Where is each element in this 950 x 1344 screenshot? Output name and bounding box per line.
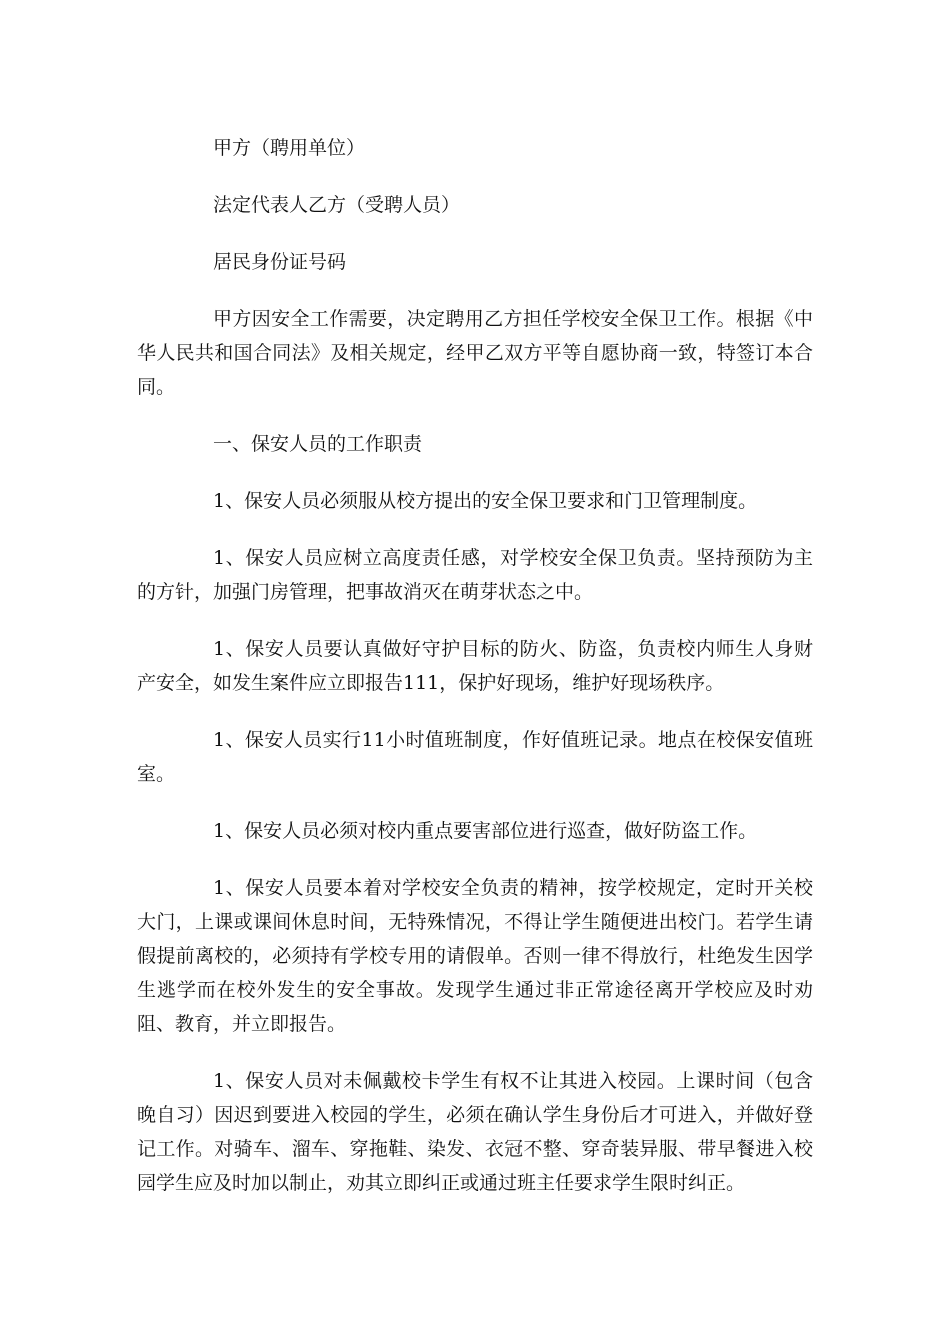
duty-item: 1、保安人员要认真做好守护目标的防火、防盗，负责校内师生人身财产安全，如发生案件应立即报告111，保护好现场，维护好现场秩序。 (137, 638, 813, 694)
duty-item: 1、保安人员实行11小时值班制度，作好值班记录。地点在校保安值班室。 (137, 729, 813, 785)
duty-item: 1、保安人员应树立高度责任感，对学校安全保卫负责。坚持预防为主的方针，加强门房管理，把事故消灭在萌芽状态之中。 (137, 547, 813, 603)
duty-item: 1、保安人员对未佩戴校卡学生有权不让其进入校园。上课时间（包含晚自习）因迟到要进入校园的学生，必须在确认学生身份后才可进入，并做好登记工作。对骑车、溜车、穿拖鞋、染发、衣冠不整、穿奇装异服、带早餐进入校园学生应及时加以制止，劝其立即纠正或通过班主任要求学生限时纠正。 (137, 1070, 813, 1194)
id-number-line: 居民身份证号码 (213, 251, 347, 273)
legal-rep-party-b-line: 法定代表人乙方（受聘人员） (213, 194, 461, 216)
duty-item: 1、保安人员必须对校内重点要害部位进行巡查，做好防盗工作。 (213, 820, 758, 842)
section-heading: 一、保安人员的工作职责 (213, 433, 423, 455)
document-body (137, 131, 813, 1223)
duty-item: 1、保安人员要本着对学校安全负责的精神，按学校规定，定时开关校大门，上课或课间休息时间，无特殊情况，不得让学生随便进出校门。若学生请假提前离校的，必须持有学校专用的请假单。否则一律不得放行，杜绝发生因学生逃学而在校外发生的安全事故。发现学生通过非正常途径离开学校应及时劝阻、教育，并立即报告。 (137, 877, 813, 1035)
party-a-line: 甲方（聘用单位） (213, 137, 366, 159)
preamble-paragraph: 甲方因安全工作需要，决定聘用乙方担任学校安全保卫工作。根据《中华人民共和国合同法》及相关规定，经甲乙双方平等自愿协商一致，特签订本合同。 (137, 308, 813, 398)
duty-item: 1、保安人员必须服从校方提出的安全保卫要求和门卫管理制度。 (213, 490, 758, 512)
